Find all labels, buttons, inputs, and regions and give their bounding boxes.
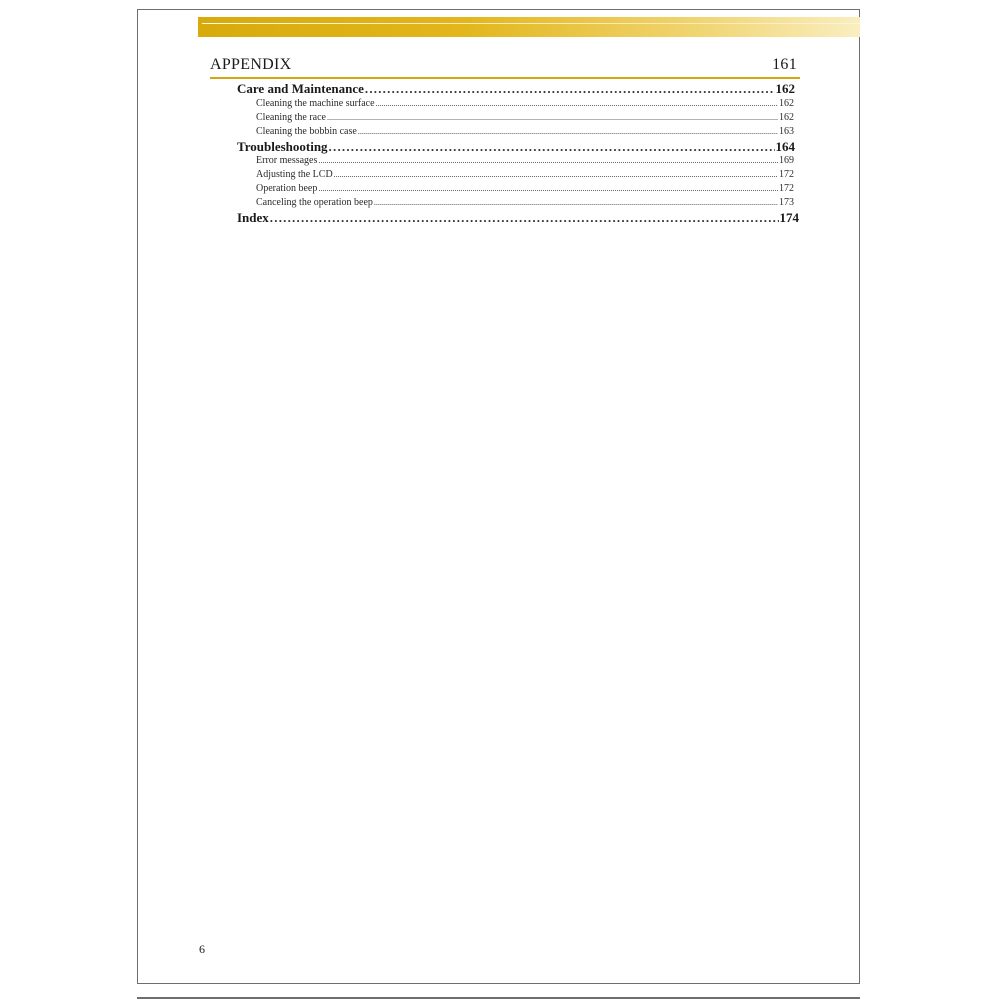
toc-entry-title: Error messages	[256, 155, 318, 166]
chapter-heading	[210, 53, 800, 79]
toc-entry-page: 162	[775, 81, 795, 96]
toc-entry-title: Cleaning the race	[256, 111, 326, 123]
toc-entry-care-and-maintenance[interactable]	[237, 81, 795, 97]
document-page	[137, 9, 860, 984]
toc-leader-dots	[327, 111, 778, 125]
toc-leader-dots	[318, 182, 778, 196]
toc-leader-dots	[329, 139, 775, 155]
toc-leader-dots	[358, 125, 778, 139]
toc-entry-adjusting-lcd[interactable]	[237, 168, 794, 182]
toc-leader-dots	[318, 154, 778, 168]
header-banner-highlight	[202, 23, 860, 24]
toc-entry-title: Care and Maintenance	[237, 81, 364, 96]
table-of-contents	[237, 81, 799, 226]
toc-entry-title: Cleaning the bobbin case	[256, 125, 357, 137]
toc-entry-canceling-operation-beep[interactable]	[237, 196, 794, 210]
chapter-title: APPENDIX	[210, 56, 292, 73]
toc-leader-dots	[270, 210, 779, 226]
toc-entry-title: Operation beep	[256, 183, 318, 194]
toc-entry-page: 164	[775, 138, 795, 154]
header-banner	[198, 17, 860, 37]
toc-entry-title: Cleaning the machine surface	[256, 97, 375, 109]
chapter-page-number: 161	[772, 56, 797, 73]
toc-entry-page: 173	[779, 197, 794, 208]
toc-entry-page: 162	[779, 97, 794, 109]
toc-entry-index[interactable]	[237, 210, 799, 226]
toc-entry-title: Index	[237, 210, 269, 225]
toc-entry-cleaning-bobbin-case[interactable]	[237, 125, 794, 139]
toc-entry-title: Canceling the operation beep	[256, 197, 373, 208]
toc-entry-page: 172	[779, 183, 794, 194]
toc-entry-cleaning-race[interactable]	[237, 111, 794, 125]
toc-entry-operation-beep[interactable]	[237, 182, 794, 196]
toc-entry-title: Adjusting the LCD	[256, 169, 333, 180]
toc-entry-cleaning-machine-surface[interactable]	[237, 97, 794, 111]
toc-leader-dots	[334, 168, 778, 182]
toc-entry-title: Troubleshooting	[237, 138, 328, 154]
toc-leader-dots	[374, 196, 778, 210]
toc-entry-page: 169	[779, 155, 794, 166]
toc-entry-error-messages[interactable]	[237, 154, 794, 168]
toc-leader-dots	[365, 81, 775, 97]
toc-entry-page: 172	[779, 169, 794, 180]
footer-page-number: 6	[199, 942, 205, 956]
toc-entry-page: 174	[779, 210, 799, 225]
toc-entry-troubleshooting[interactable]	[237, 139, 795, 155]
toc-entry-page: 163	[779, 125, 794, 137]
toc-entry-page: 162	[779, 111, 794, 123]
toc-leader-dots	[376, 97, 778, 111]
page-divider-line	[137, 997, 860, 999]
